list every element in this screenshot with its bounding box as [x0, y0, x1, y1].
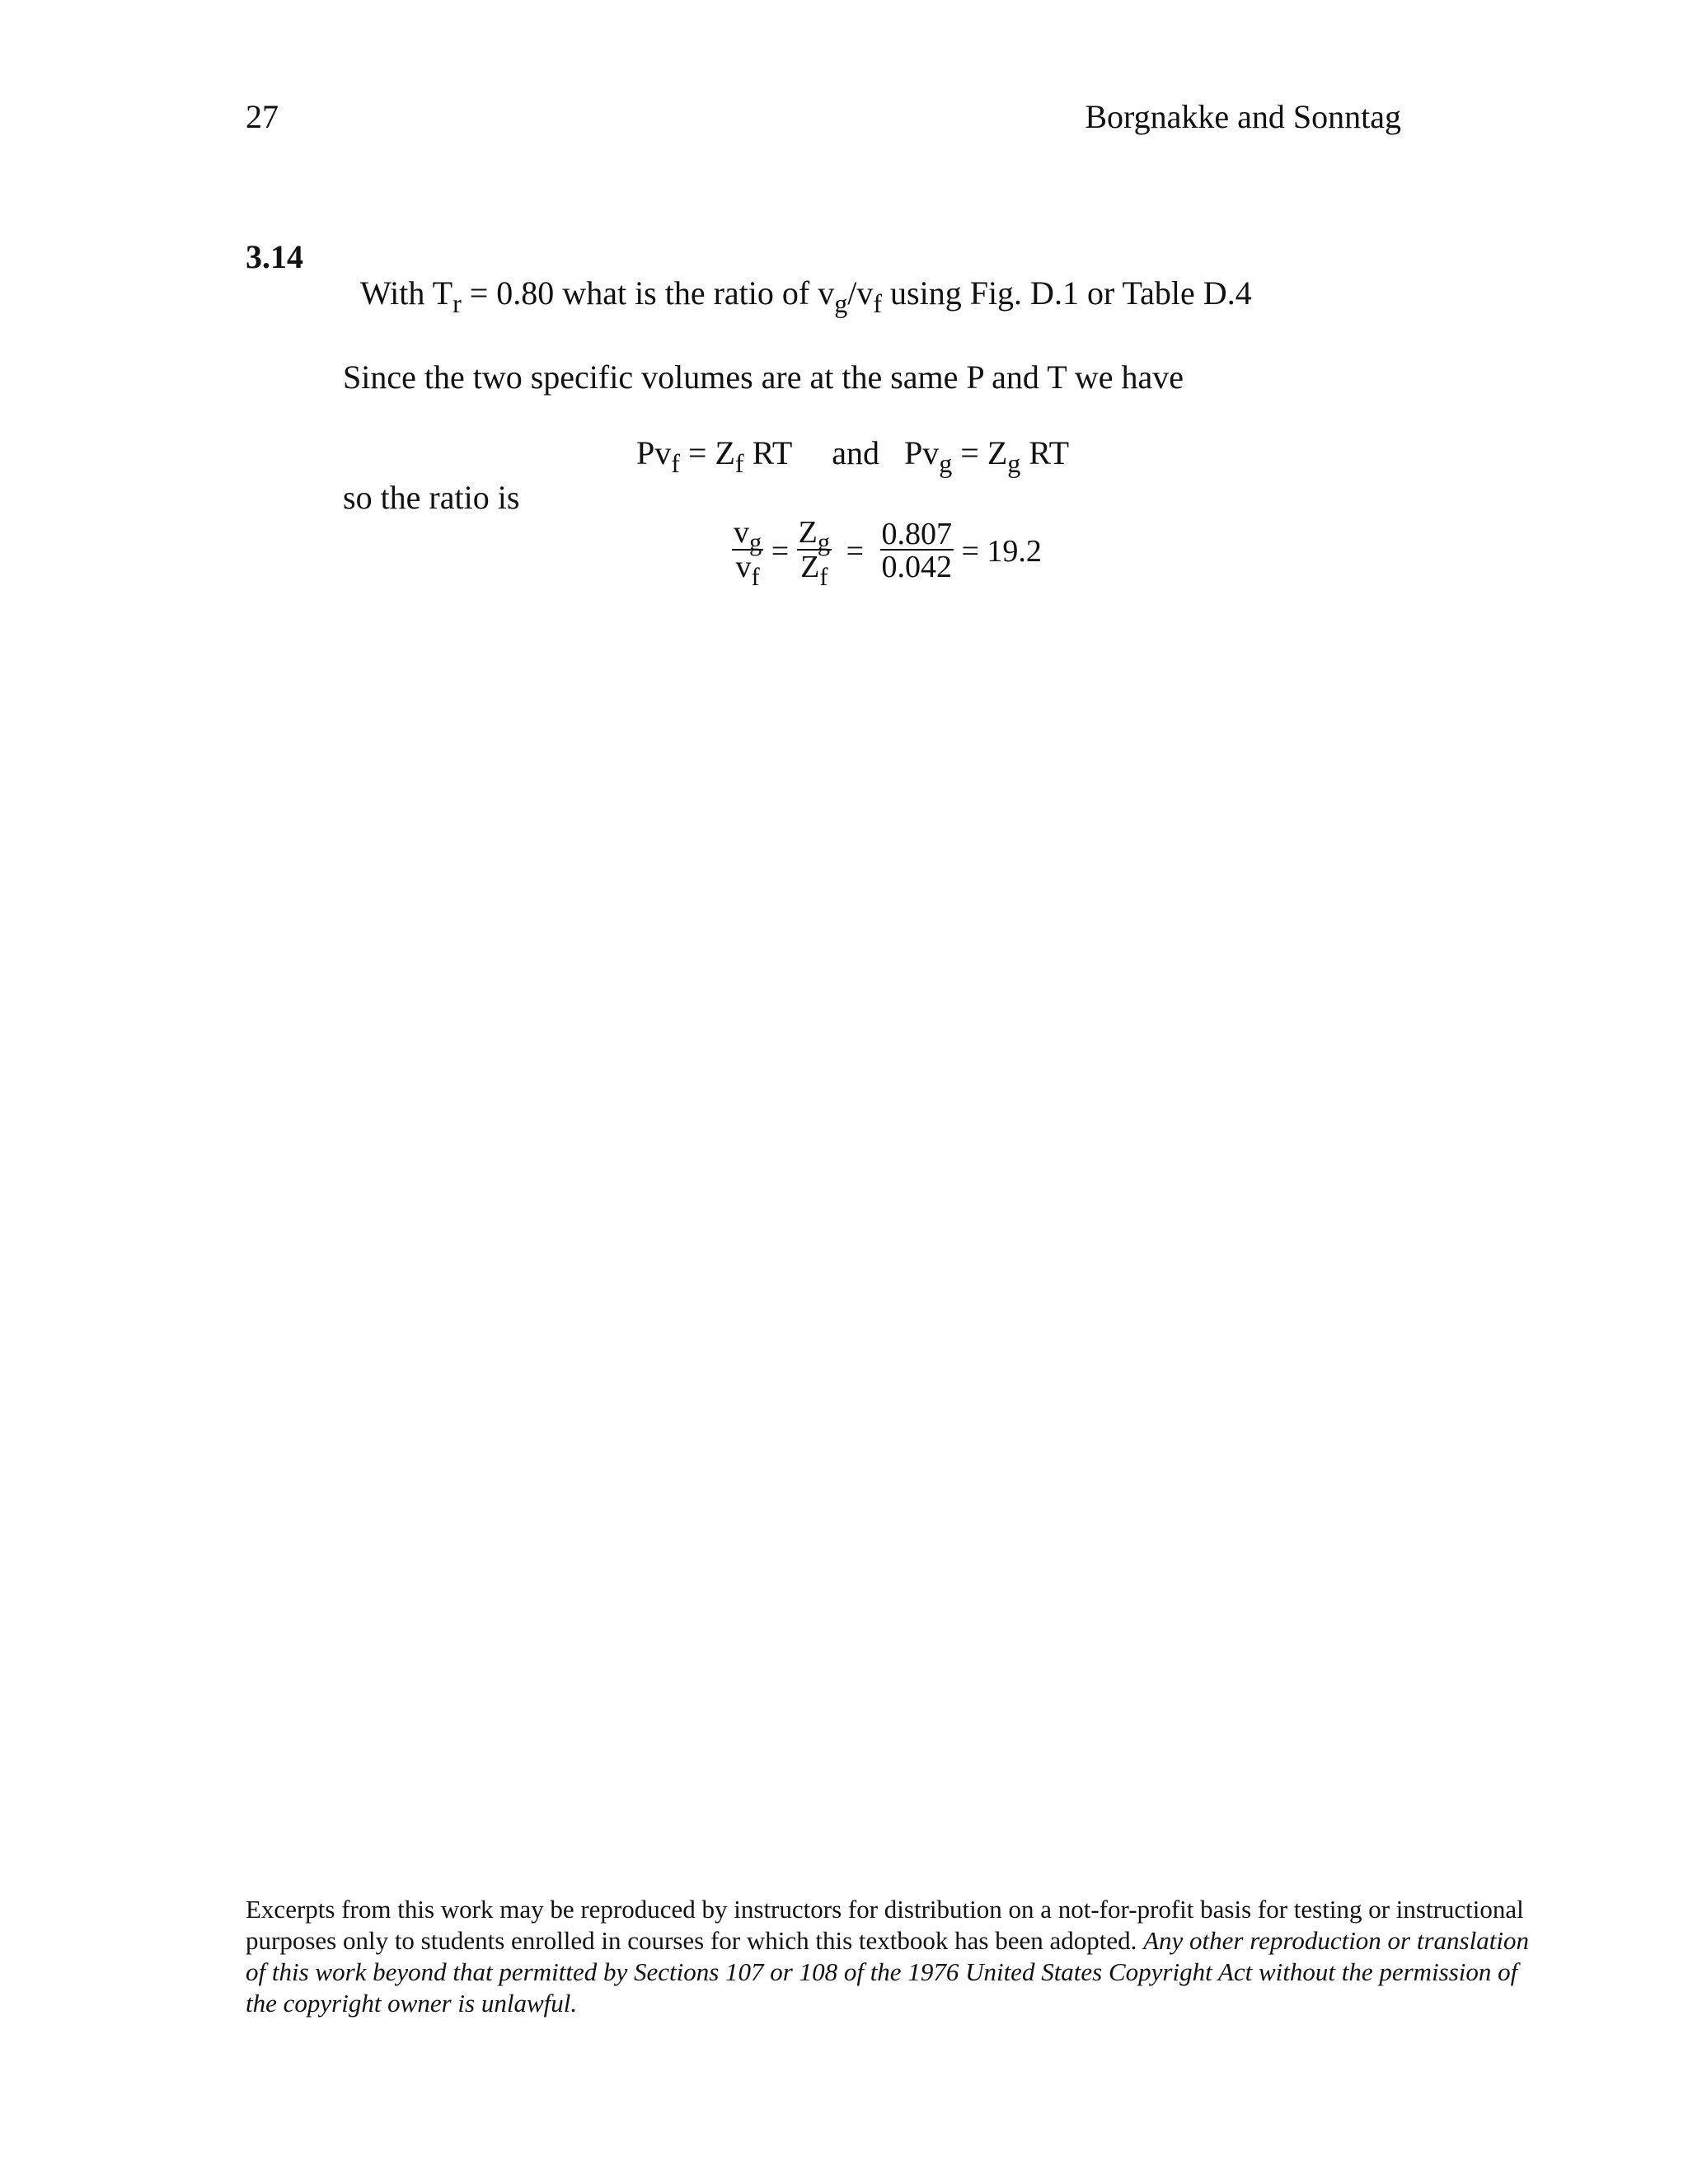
eq-text: = Z	[952, 434, 1008, 471]
page-number: 27	[246, 98, 279, 135]
question-text: /v	[847, 274, 874, 312]
eq-and: and	[832, 434, 880, 471]
explanation-text: Since the two specific volumes are at the same P and T we have	[343, 359, 1184, 396]
frac-num: Z	[798, 515, 818, 550]
subscript: g	[939, 448, 953, 479]
frac-num: v	[734, 515, 749, 550]
eq-text: Pv	[904, 434, 940, 471]
equation-ratio	[732, 515, 1042, 591]
subscript: r	[452, 288, 462, 319]
subscript: g	[834, 288, 848, 319]
equation-ideal-gas	[636, 434, 1070, 479]
copyright-plain: Excerpts from this work may be reproduced by instructors for distribution on a not-for-profit basis for testing or instructional purposes only to students enrolled in courses for which this textbook has been adopted.	[246, 1895, 1524, 1955]
copyright-italic: Any other reproduction or translation of this work beyond that permitted by Sections 107 or 108 of the 1976 United States Copyright Act without the permission of the copyright owner is unlawful.	[246, 1926, 1529, 2018]
subscript: f	[734, 448, 744, 479]
equation-result: = 19.2	[961, 534, 1042, 569]
frac-den: Z	[800, 550, 820, 584]
eq-text: RT	[743, 434, 793, 471]
running-header-authors: Borgnakke and Sonntag	[1085, 98, 1401, 135]
subscript: f	[671, 448, 680, 479]
problem-number: 3.14	[246, 238, 303, 275]
ratio-label: so the ratio is	[343, 479, 520, 516]
equals-sign: =	[846, 534, 864, 569]
equals-sign: =	[771, 534, 790, 569]
eq-text: Pv	[636, 434, 672, 471]
eq-text: = Z	[679, 434, 735, 471]
question-text: = 0.80 what is the ratio of v	[461, 274, 835, 312]
frac-den: v	[735, 550, 752, 584]
subscript: g	[817, 527, 831, 556]
fraction-numeric	[880, 519, 954, 583]
fraction-vg-vf	[732, 515, 763, 591]
question-text: With T	[360, 274, 453, 312]
frac-num: 0.807	[881, 517, 952, 551]
copyright-notice	[246, 1894, 1531, 2019]
subscript: f	[819, 562, 828, 591]
subscript: g	[1007, 448, 1021, 479]
subscript: f	[751, 562, 760, 591]
problem-question	[360, 274, 1252, 319]
frac-den: 0.042	[881, 550, 952, 584]
eq-text: RT	[1020, 434, 1070, 471]
subscript: f	[873, 288, 883, 319]
fraction-zg-zf	[797, 515, 832, 591]
question-text: using Fig. D.1 or Table D.4	[882, 274, 1252, 312]
subscript: g	[749, 527, 762, 556]
